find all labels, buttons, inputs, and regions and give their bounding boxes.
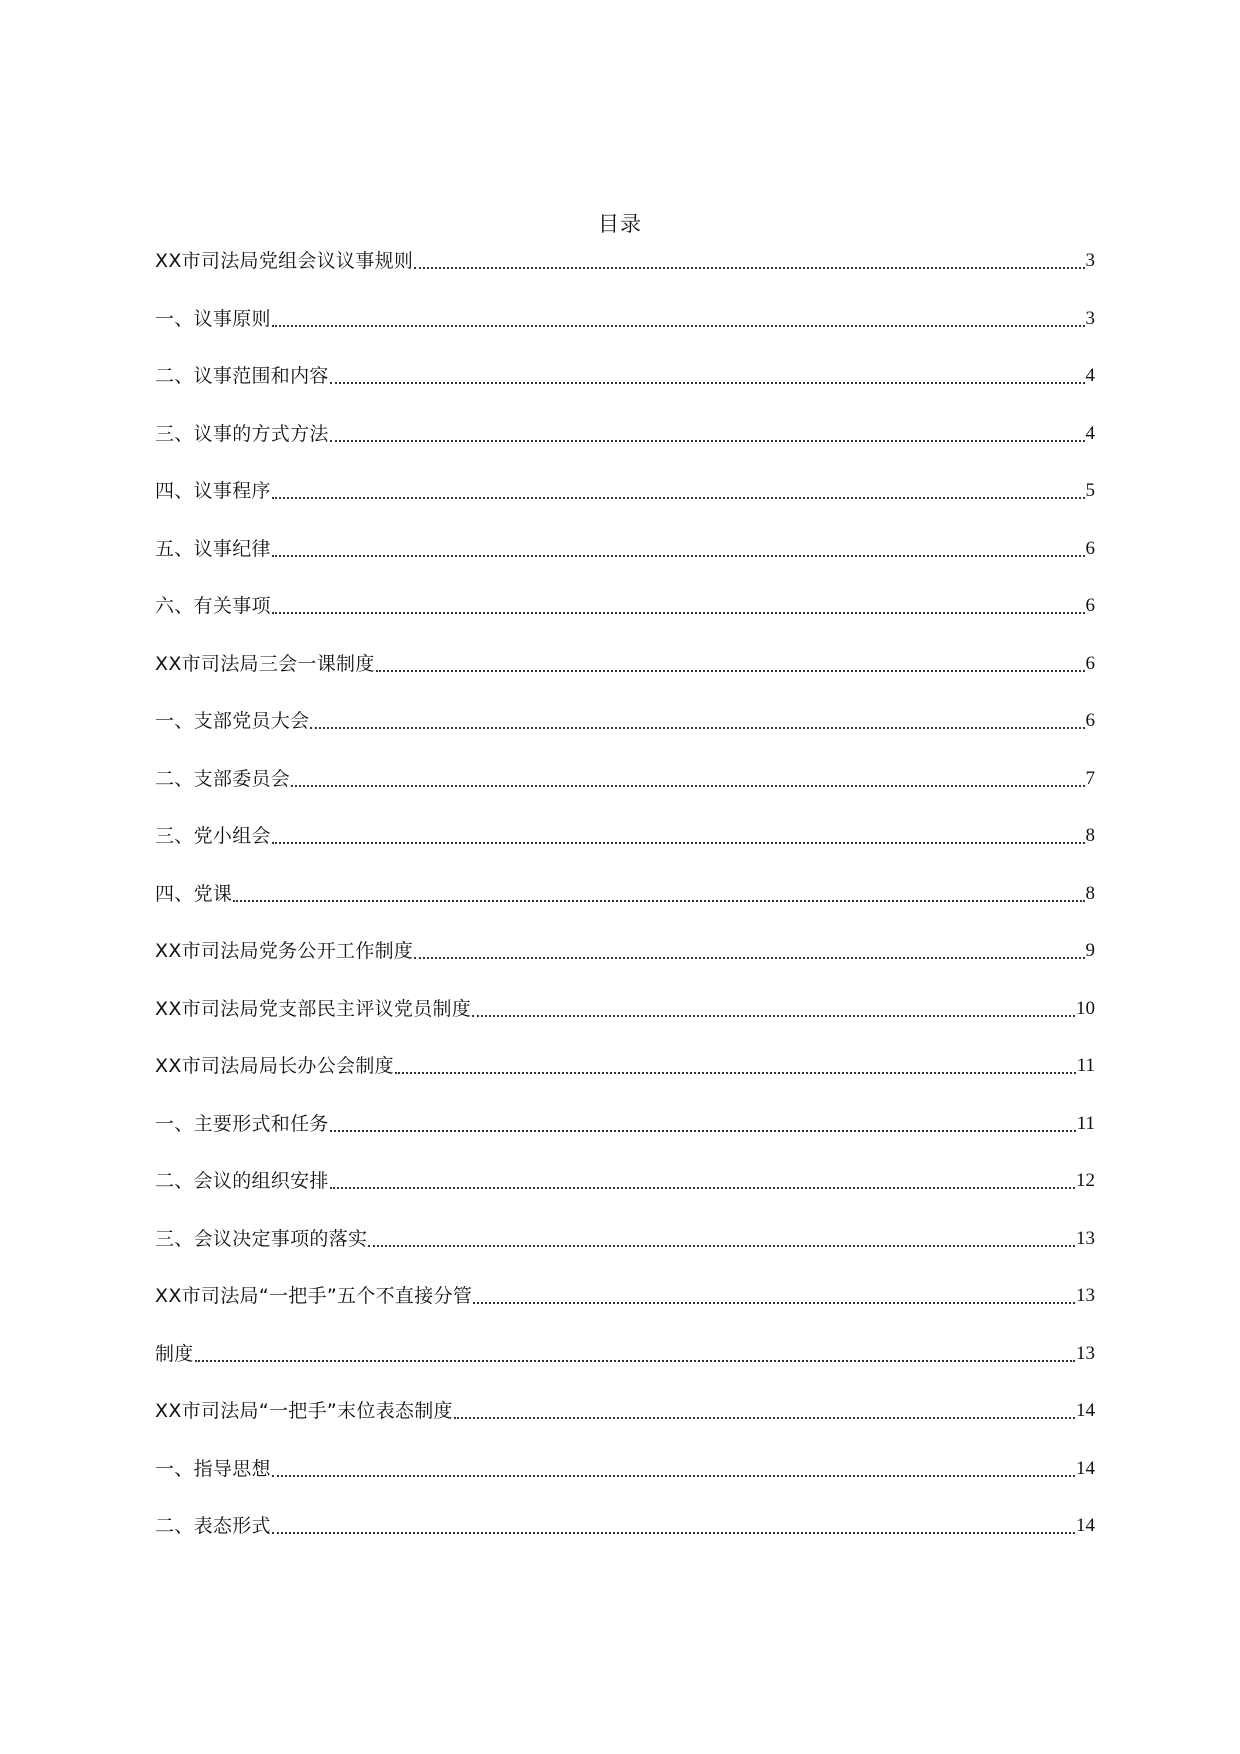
toc-entry-label: 一、支部党员大会 <box>155 710 310 732</box>
toc-entry-page-number: 12 <box>1076 1170 1095 1191</box>
toc-entry-page-number: 4 <box>1085 422 1095 444</box>
toc-entry-label: 五、议事纪律 <box>155 537 271 560</box>
toc-entry[interactable] <box>155 420 1095 448</box>
dot-leader <box>272 1532 1075 1534</box>
toc-entry-label: 二、会议的组织安排 <box>155 1170 329 1192</box>
toc-entry-page-number: 8 <box>1085 882 1095 904</box>
dot-leader <box>272 842 1085 844</box>
toc-entry[interactable] <box>155 1282 1095 1310</box>
toc-entry-label: 四、议事程序 <box>155 480 271 502</box>
dot-leader <box>310 727 1084 729</box>
toc-entry-page-number: 14 <box>1076 1515 1095 1536</box>
dot-leader <box>330 1130 1076 1132</box>
toc-entry[interactable] <box>155 650 1095 678</box>
toc-entry-page-number: 13 <box>1076 1285 1095 1306</box>
toc-entry-label: XX市司法局党务公开工作制度 <box>155 940 414 962</box>
dot-leader <box>330 440 1085 442</box>
dot-leader <box>272 1475 1075 1477</box>
toc-entry-label: XX市司法局“一把手”五个不直接分管 <box>155 1285 473 1307</box>
toc-entry-label: 二、表态形式 <box>155 1515 271 1537</box>
toc-entry[interactable] <box>155 1052 1095 1080</box>
dot-leader <box>330 1187 1075 1189</box>
toc-entry-page-number: 13 <box>1076 1342 1095 1364</box>
toc-entry-label: 六、有关事项 <box>155 595 271 617</box>
dot-leader <box>272 325 1085 327</box>
dot-leader <box>291 785 1084 787</box>
dot-leader <box>233 900 1084 902</box>
table-of-contents <box>155 247 1095 1570</box>
toc-entry[interactable] <box>155 1340 1095 1368</box>
toc-entry[interactable] <box>155 937 1095 965</box>
toc-entry-label: XX市司法局党支部民主评议党员制度 <box>155 997 472 1020</box>
dot-leader <box>395 1072 1076 1074</box>
toc-entry[interactable] <box>155 305 1095 333</box>
toc-entry-page-number: 6 <box>1085 652 1095 674</box>
dot-leader <box>272 612 1085 614</box>
toc-entry-label: 二、支部委员会 <box>155 767 291 790</box>
toc-entry[interactable] <box>155 995 1095 1023</box>
dot-leader <box>330 382 1085 384</box>
dot-leader <box>272 555 1085 557</box>
toc-entry-label: 三、议事的方式方法 <box>155 422 329 445</box>
dot-leader <box>195 1360 1075 1362</box>
toc-entry-page-number: 3 <box>1085 250 1095 271</box>
dot-leader <box>272 497 1085 499</box>
toc-entry-label: 四、党课 <box>155 882 233 905</box>
toc-entry[interactable] <box>155 880 1095 908</box>
dot-leader <box>414 267 1084 269</box>
toc-entry-label: 制度 <box>155 1342 194 1365</box>
toc-entry-page-number: 7 <box>1085 767 1095 789</box>
toc-entry[interactable] <box>155 1397 1095 1425</box>
toc-entry-label: XX市司法局党组会议议事规则 <box>155 250 414 272</box>
toc-entry-page-number: 5 <box>1085 480 1095 501</box>
toc-entry-page-number: 6 <box>1085 537 1095 559</box>
toc-entry-page-number: 10 <box>1076 997 1095 1019</box>
toc-entry-label: 三、党小组会 <box>155 825 271 847</box>
toc-entry[interactable] <box>155 592 1095 620</box>
toc-entry-label: XX市司法局局长办公会制度 <box>155 1055 394 1077</box>
toc-title: 目录 <box>598 212 642 236</box>
toc-entry-label: 二、议事范围和内容 <box>155 365 329 387</box>
dot-leader <box>473 1302 1075 1304</box>
toc-entry[interactable] <box>155 1225 1095 1253</box>
toc-entry-page-number: 11 <box>1076 1055 1095 1076</box>
dot-leader <box>454 1417 1075 1419</box>
toc-entry-page-number: 9 <box>1085 940 1095 961</box>
toc-entry[interactable] <box>155 1167 1095 1195</box>
toc-entry-label: 三、会议决定事项的落实 <box>155 1227 368 1250</box>
toc-entry-page-number: 3 <box>1085 307 1095 329</box>
toc-entry[interactable] <box>155 822 1095 850</box>
toc-entry-label: 一、议事原则 <box>155 307 271 330</box>
toc-entry[interactable] <box>155 247 1095 275</box>
toc-entry[interactable] <box>155 477 1095 505</box>
toc-entry-page-number: 4 <box>1085 365 1095 386</box>
toc-entry[interactable] <box>155 1512 1095 1540</box>
toc-entry-page-number: 13 <box>1076 1227 1095 1249</box>
dot-leader <box>472 1015 1075 1017</box>
toc-entry-label: XX市司法局三会一课制度 <box>155 652 375 675</box>
dot-leader <box>414 957 1084 959</box>
toc-entry-page-number: 6 <box>1085 595 1095 616</box>
toc-entry-label: 一、指导思想 <box>155 1457 271 1480</box>
toc-entry[interactable] <box>155 1110 1095 1138</box>
toc-entry[interactable] <box>155 362 1095 390</box>
toc-entry-page-number: 11 <box>1076 1112 1095 1134</box>
dot-leader <box>376 670 1085 672</box>
toc-entry[interactable] <box>155 707 1095 735</box>
toc-entry-page-number: 8 <box>1085 825 1095 846</box>
toc-entry-page-number: 14 <box>1076 1457 1095 1479</box>
toc-entry[interactable] <box>155 535 1095 563</box>
toc-entry-page-number: 14 <box>1076 1400 1095 1421</box>
toc-entry[interactable] <box>155 1455 1095 1483</box>
toc-entry-label: 一、主要形式和任务 <box>155 1112 329 1135</box>
dot-leader <box>368 1245 1075 1247</box>
toc-entry[interactable] <box>155 765 1095 793</box>
toc-entry-label: XX市司法局“一把手”末位表态制度 <box>155 1400 453 1422</box>
toc-entry-page-number: 6 <box>1085 710 1095 731</box>
